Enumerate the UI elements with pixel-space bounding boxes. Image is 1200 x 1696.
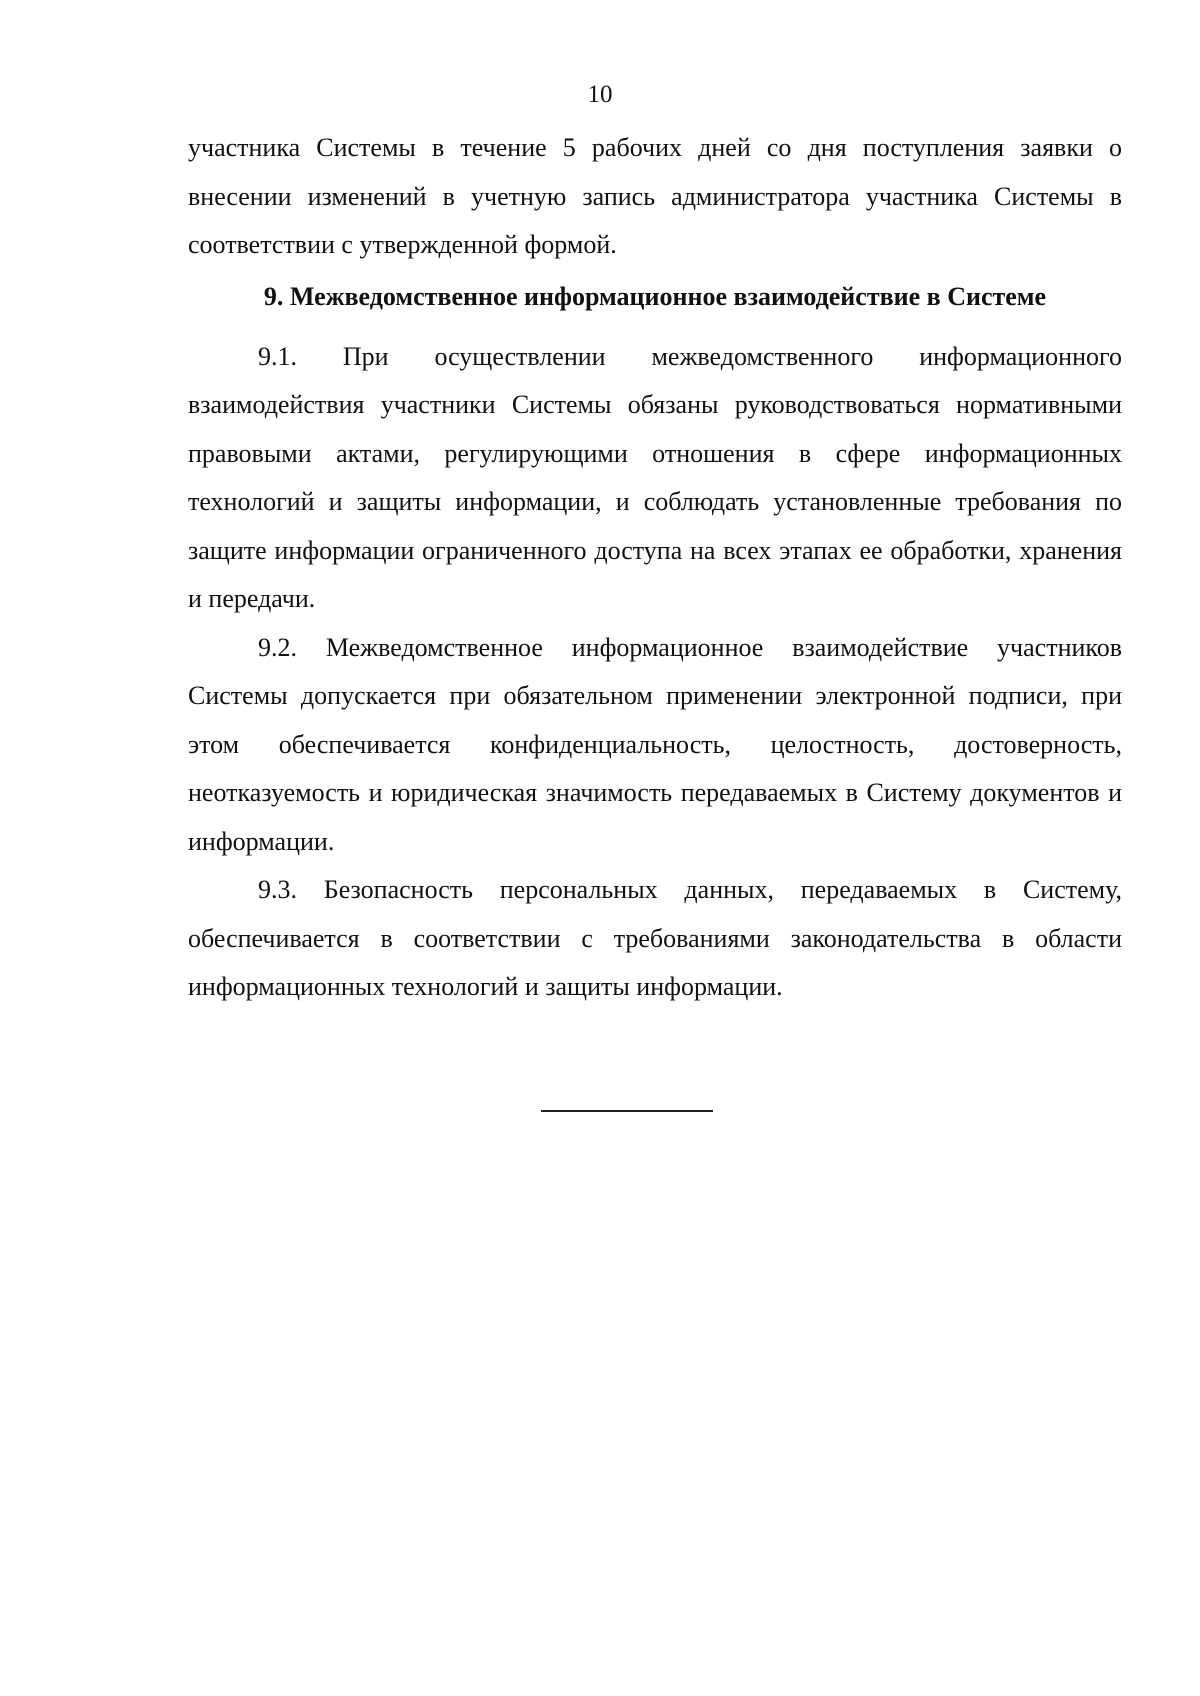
paragraph-9-1: 9.1. При осуществлении межведомственного информационного взаимодействия участники Системы обязаны руководствоваться нормативными правовыми актами, регулирующими отношения в сфере информационных технологий и защиты информации, и соблюдать установленные требования по защите информации ограниченного доступа на всех этапах ее обработки, хранения и передачи. bbox=[188, 341, 1122, 613]
section-heading: 9. Межведомственное информационное взаимодействие в Системе bbox=[263, 281, 1047, 311]
intro-paragraph: участника Системы в течение 5 рабочих дней со дня поступления заявки о внесении изменений в учетную запись администратора участника Системы в соответствии с утвержденной формой. bbox=[188, 133, 1122, 259]
document-body bbox=[188, 124, 1122, 1012]
page-number: 10 bbox=[587, 81, 613, 108]
paragraph-9-3: 9.3. Безопасность персональных данных, передаваемых в Систему, обеспечивается в соответствии с требованиями законодательства в области информационных технологий и защиты информации. bbox=[188, 875, 1122, 1001]
paragraph-9-2: 9.2. Межведомственное информационное взаимодействие участников Системы допускается при обязательном применении электронной подписи, при этом обеспечивается конфиденциальность, целостность, достоверность, неотказуемость и юридическая значимость передаваемых в Систему документов и информации. bbox=[188, 632, 1122, 856]
end-of-document-rule bbox=[541, 1110, 713, 1112]
